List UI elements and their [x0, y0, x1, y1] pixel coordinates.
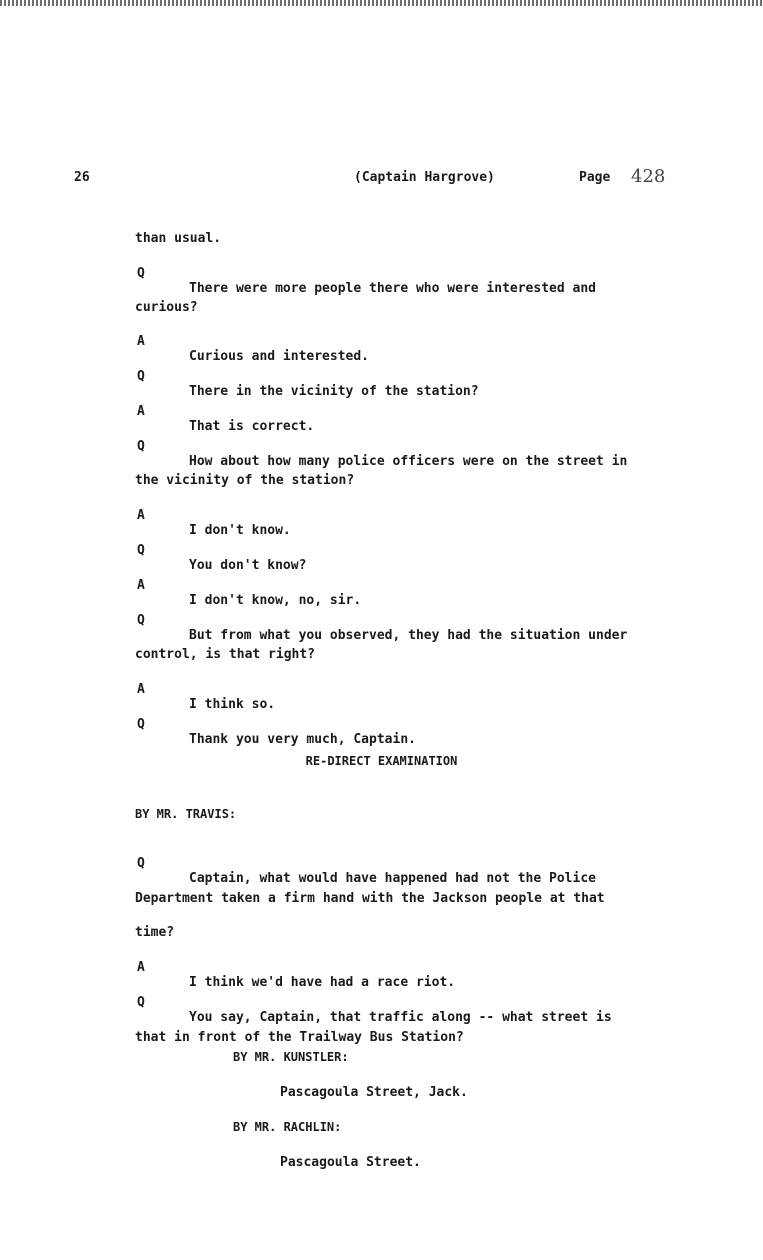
record-page-number: 428	[631, 166, 666, 187]
transcript-line	[0, 945, 456, 990]
transcript-line	[0, 216, 222, 246]
continuation-text: control, is that right?	[135, 647, 316, 662]
speaker-tag: Q	[137, 439, 145, 454]
speaker-tag: Q	[137, 717, 145, 732]
witness-name: (Captain Hargrove)	[354, 170, 495, 185]
continuation-text: time?	[135, 925, 175, 940]
transcript-line	[0, 493, 291, 538]
examiner-line: BY MR. TRAVIS:	[135, 807, 237, 821]
continuation-text: Department taken a firm hand with the Jackson people at that	[135, 891, 605, 906]
speaker-tag: A	[137, 404, 145, 419]
speaker-tag: Q	[137, 995, 145, 1010]
speaker-tag: A	[137, 578, 145, 593]
line-text: Captain, what would have happened had not the Police	[189, 871, 596, 886]
speaker-tag: Q	[137, 369, 145, 384]
line-text: I think so.	[189, 697, 276, 712]
line-text: Thank you very much, Captain.	[189, 732, 416, 747]
interjection-text: Pascagoula Street.	[280, 1155, 421, 1170]
line-text: How about how many police officers were on the street in	[189, 454, 628, 469]
line-text: But from what you observed, they had the situation under	[189, 628, 628, 643]
line-text: That is correct.	[189, 419, 315, 434]
interjection-speaker: BY MR. RACHLIN:	[233, 1120, 342, 1134]
transcript-line	[0, 251, 596, 296]
page-top-edge	[0, 0, 763, 6]
line-text: I think we'd have had a race riot.	[189, 975, 456, 990]
continuation-text: the vicinity of the station?	[135, 473, 355, 488]
interjection-speaker: BY MR. KUNSTLER:	[233, 1050, 349, 1064]
line-text: I don't know, no, sir.	[189, 593, 362, 608]
line-text: There were more people there who were interested and	[189, 281, 596, 296]
continuation-text: that in front of the Trailway Bus Station?	[135, 1030, 464, 1045]
transcript-line	[0, 667, 276, 712]
line-text: You don't know?	[189, 558, 307, 573]
line-text: There in the vicinity of the station?	[189, 384, 479, 399]
speaker-tag: A	[137, 334, 145, 349]
speaker-tag: A	[137, 960, 145, 975]
line-text: You say, Captain, that traffic along -- what street is	[189, 1010, 612, 1025]
transcript-line	[0, 389, 315, 434]
speaker-tag: Q	[137, 613, 145, 628]
section-heading: RE-DIRECT EXAMINATION	[305, 754, 458, 768]
line-text: Curious and interested.	[189, 349, 370, 364]
transcript-line	[0, 285, 198, 315]
page-label: Page	[579, 170, 611, 185]
speaker-tag: A	[137, 682, 145, 697]
transcript-line	[0, 458, 355, 488]
interjection-text: Pascagoula Street, Jack.	[280, 1085, 468, 1100]
transcript-line	[0, 632, 316, 662]
transcript-line	[0, 1015, 464, 1045]
speaker-tag: Q	[137, 543, 145, 558]
transcript-line	[0, 841, 596, 886]
speaker-tag: Q	[137, 266, 145, 281]
page-header	[0, 166, 763, 194]
continuation-text: curious?	[135, 300, 198, 315]
continuation-text: than usual.	[135, 231, 222, 246]
line-text: I don't know.	[189, 523, 291, 538]
speaker-tag: Q	[137, 856, 145, 871]
transcript-page-number: 26	[74, 170, 90, 185]
transcript-line	[0, 319, 370, 364]
speaker-tag: A	[137, 508, 145, 523]
transcript-line	[0, 910, 175, 940]
